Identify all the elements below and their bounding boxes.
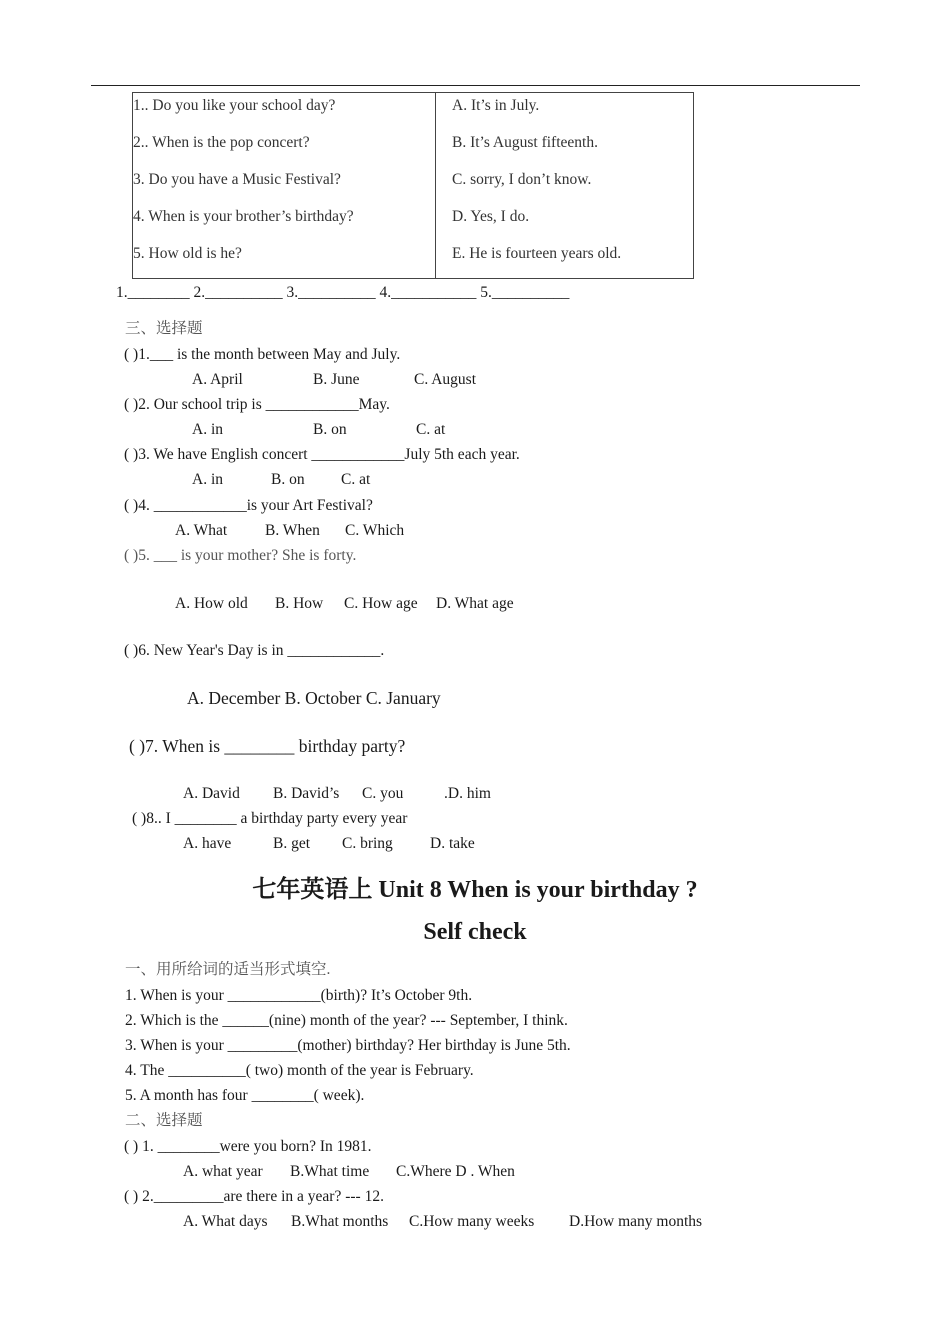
option: B. How <box>275 595 324 612</box>
option: A. in <box>192 471 223 488</box>
option: C. at <box>416 421 446 438</box>
option: B. June <box>313 371 360 388</box>
fill-item: 1. When is your ____________(birth)? It’s October 9th. <box>125 987 473 1004</box>
section-heading: 一、用所给词的适当形式填空. <box>125 961 331 978</box>
option: B. on <box>313 421 347 438</box>
matching-table <box>132 92 694 279</box>
option: B. on <box>271 471 305 488</box>
fill-item: 5. A month has four ________( week). <box>125 1087 365 1104</box>
option: B.What time <box>290 1163 370 1180</box>
question: ( )6. New Year's Day is in ____________. <box>124 642 385 659</box>
fill-item: 3. When is your _________(mother) birthday? Her birthday is June 5th. <box>125 1037 571 1054</box>
header-rule <box>91 85 860 86</box>
option: C.How many weeks <box>409 1213 535 1230</box>
match-question: 2.. When is the pop concert? <box>133 134 310 151</box>
option: A. December B. October C. January <box>187 688 441 708</box>
option: C. Which <box>345 522 405 539</box>
question: ( ) 2._________are there in a year? --- 12. <box>124 1188 384 1205</box>
option: A. what year <box>183 1163 263 1180</box>
match-answer: B. It’s August fifteenth. <box>452 134 598 151</box>
question: ( )4. ____________is your Art Festival? <box>124 497 373 514</box>
option: C. bring <box>342 835 393 852</box>
option: D.How many months <box>569 1213 703 1230</box>
option: A. have <box>183 835 232 852</box>
question: ( )8.. I ________ a birthday party every year <box>132 810 408 827</box>
option: D. take <box>430 835 475 852</box>
answer-blanks: 1.________ 2.__________ 3.__________ 4.___________ 5.__________ <box>116 284 570 301</box>
option: A. in <box>192 421 223 438</box>
question: ( )2. Our school trip is ____________May. <box>124 396 390 413</box>
section-heading: 二、选择题 <box>125 1112 203 1129</box>
question: ( )7. When is ________ birthday party? <box>129 736 406 756</box>
section-heading: 三、选择题 <box>125 320 203 337</box>
option: A. David <box>183 785 240 802</box>
option: B. When <box>265 522 320 539</box>
option: C. August <box>414 371 477 388</box>
match-question: 1.. Do you like your school day? <box>133 97 336 114</box>
match-question: 4. When is your brother’s birthday? <box>133 208 354 225</box>
option: C. How age <box>344 595 418 612</box>
page-subtitle: Self check <box>423 919 527 945</box>
match-answer: D. Yes, I do. <box>452 208 530 225</box>
option: B. David’s <box>273 785 340 802</box>
match-answer: A. It’s in July. <box>452 97 540 114</box>
match-answer: E. He is fourteen years old. <box>452 245 622 262</box>
option: A. What <box>175 522 228 539</box>
question: ( ) 1. ________were you born? In 1981. <box>124 1138 372 1155</box>
fill-item: 4. The __________( two) month of the year is February. <box>125 1062 474 1079</box>
option: .D. him <box>444 785 491 802</box>
option: C.Where D . When <box>396 1163 515 1180</box>
question: ( )3. We have English concert ____________July 5th each year. <box>124 446 520 463</box>
option: A. What days <box>183 1213 268 1230</box>
table-divider <box>435 93 436 278</box>
question: ( )5. ___ is your mother? She is forty. <box>124 547 357 564</box>
fill-item: 2. Which is the ______(nine) month of the year? --- September, I think. <box>125 1012 568 1029</box>
option: B. get <box>273 835 311 852</box>
page-title: 七年英语上 Unit 8 When is your birthday ? <box>252 877 698 903</box>
option: D. What age <box>436 595 514 612</box>
match-answer: C. sorry, I don’t know. <box>452 171 592 188</box>
option: A. How old <box>175 595 248 612</box>
option: A. April <box>192 371 243 388</box>
option: C. at <box>341 471 371 488</box>
match-question: 3. Do you have a Music Festival? <box>133 171 341 188</box>
match-question: 5. How old is he? <box>133 245 242 262</box>
option: C. you <box>362 785 404 802</box>
question: ( )1.___ is the month between May and July. <box>124 346 401 363</box>
option: B.What months <box>291 1213 389 1230</box>
